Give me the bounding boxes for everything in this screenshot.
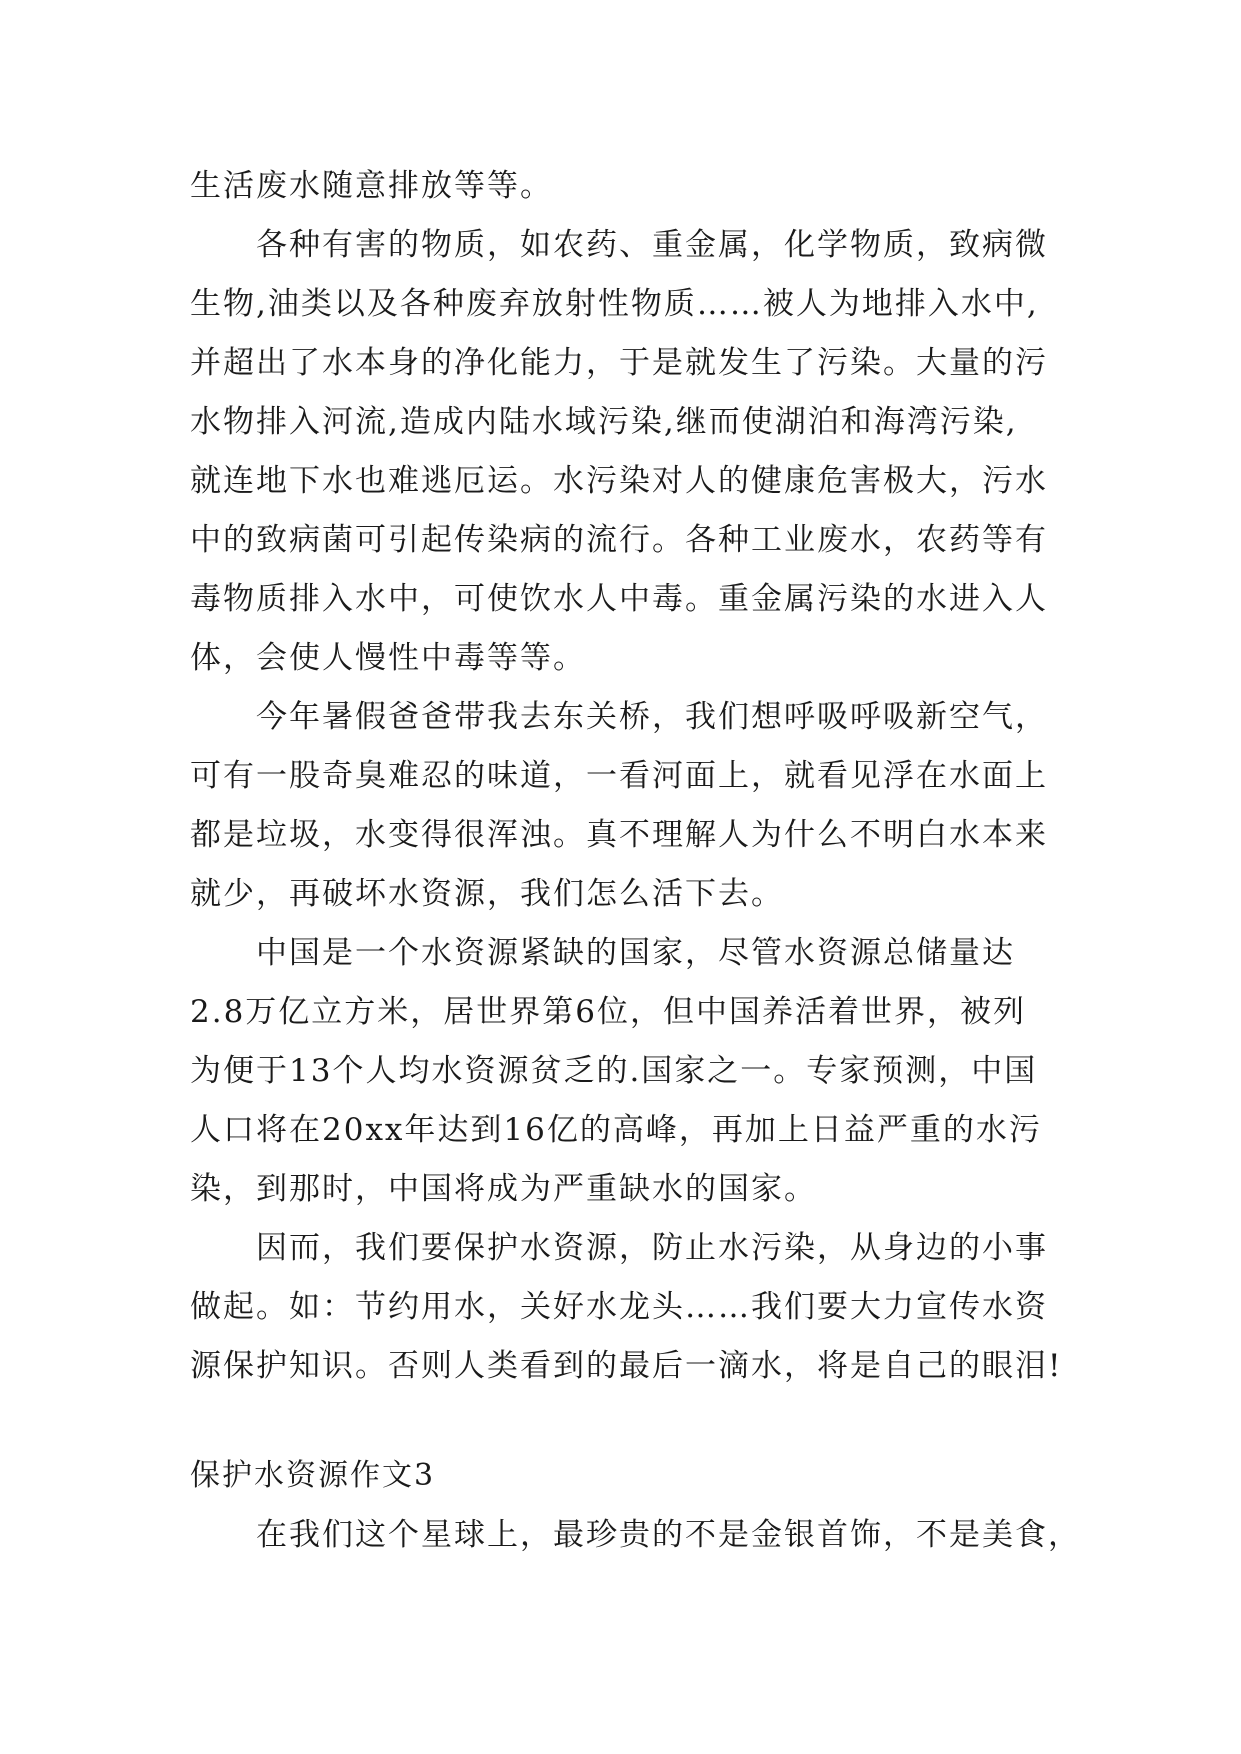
paragraph-line: 水物排入河流,造成内陆水域污染,继而使湖泊和海湾污染, — [190, 404, 1018, 440]
paragraph-line: 生物,油类以及各种废弃放射性物质……被人为地排入水中, — [190, 286, 1039, 322]
paragraph-line: 做起。如：节约用水，关好水龙头……我们要大力宣传水资 — [190, 1289, 1048, 1325]
paragraph-line: 体，会使人慢性中毒等等。 — [190, 640, 586, 676]
paragraph-line: 人口将在20xx年达到16亿的高峰，再加上日益严重的水污 — [190, 1112, 1042, 1148]
paragraph-line: 因而，我们要保护水资源，防止水污染，从身边的小事 — [256, 1230, 1048, 1266]
paragraph-line: 中的致病菌可引起传染病的流行。各种工业废水，农药等有 — [190, 522, 1048, 558]
paragraph-line: 在我们这个星球上，最珍贵的不是金银首饰，不是美食， — [256, 1517, 1081, 1553]
section-heading: 保护水资源作文3 — [190, 1458, 436, 1493]
paragraph-line: 可有一股奇臭难忍的味道，一看河面上，就看见浮在水面上 — [190, 758, 1048, 794]
paragraph-line: 为便于13个人均水资源贫乏的.国家之一。专家预测，中国 — [190, 1053, 1038, 1089]
paragraph-line: 今年暑假爸爸带我去东关桥，我们想呼吸呼吸新空气， — [256, 699, 1048, 735]
paragraph-line: 源保护知识。否则人类看到的最后一滴水，将是自己的眼泪! — [190, 1348, 1063, 1384]
paragraph-line: 都是垃圾，水变得很浑浊。真不理解人为什么不明白水本来 — [190, 817, 1048, 853]
paragraph-line: 毒物质排入水中，可使饮水人中毒。重金属污染的水进入人 — [190, 581, 1048, 617]
paragraph-line: 各种有害的物质，如农药、重金属，化学物质，致病微 — [256, 227, 1048, 263]
paragraph-line: 就少，再破坏水资源，我们怎么活下去。 — [190, 876, 784, 912]
paragraph-line: 染，到那时，中国将成为严重缺水的国家。 — [190, 1171, 817, 1207]
paragraph-line: 中国是一个水资源紧缺的国家，尽管水资源总储量达 — [256, 935, 1015, 971]
paragraph-line: 就连地下水也难逃厄运。水污染对人的健康危害极大，污水 — [190, 463, 1048, 499]
paragraph-line: 并超出了水本身的净化能力，于是就发生了污染。大量的污 — [190, 345, 1048, 381]
paragraph-line: 2.8万亿立方米，居世界第6位，但中国养活着世界，被列 — [190, 994, 1027, 1030]
paragraph-line: 生活废水随意排放等等。 — [190, 168, 553, 204]
